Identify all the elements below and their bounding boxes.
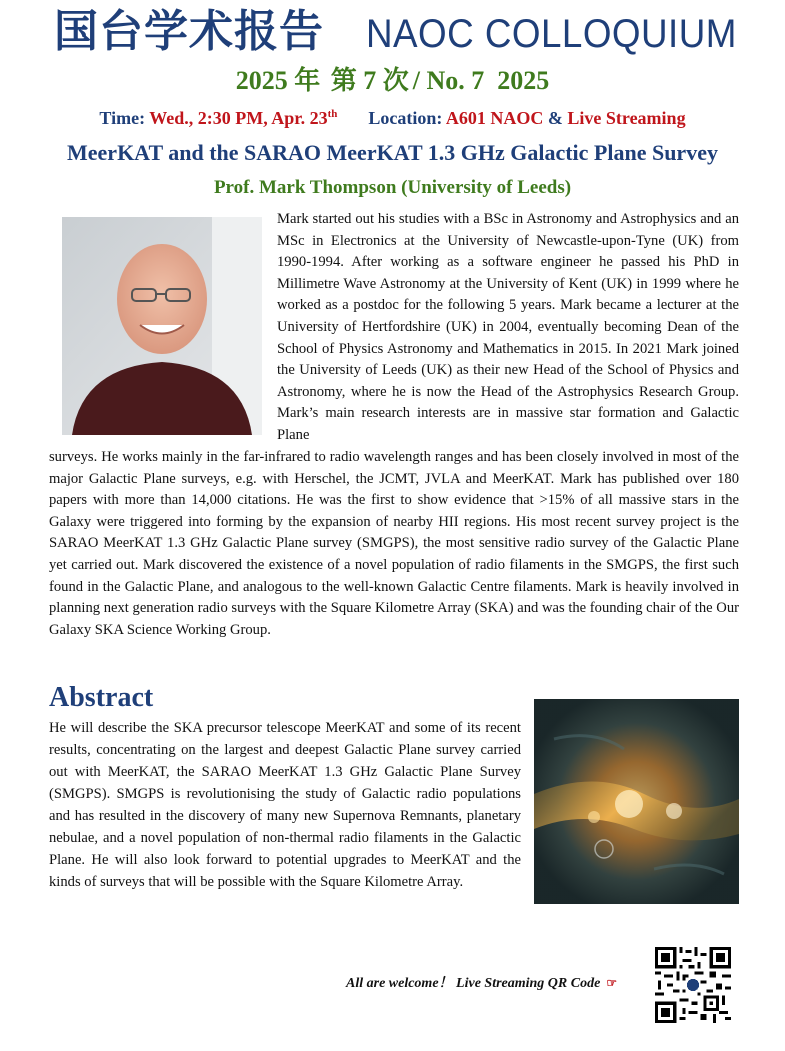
- location-value: A601 NAOC: [445, 108, 544, 128]
- bio-text-full-width: surveys. He works mainly in the far-infrared to radio wavelength ranges and has been closely involved in most of the major Galactic Plane surveys, e.g. with Herschel, the JCMT, JVLA and MeerKAT. Mark has published over 180 papers with more than 14,000 citations. He was the first to show evidence that >15% of all massive stars in the Galaxy were triggered into forming by the expansion of nearby HII regions. His most recent survey project is the SARAO MeerKAT 1.3 GHz Galactic Plane survey (SMGPS), the most sensitive radio survey of the Galactic Plane yet carried out. Mark discovered the existence of a novel population of radio filaments in the SMGPS, the first such found in the Galactic Plane, and analogous to the well-known Galactic Centre filaments. Mark is heavily involved in planning next generation radio surveys with the Square Kilometre Array (SKA) and was the founding chair of the Our Galaxy SKA Science Working Group.: [49, 449, 739, 638]
- time-ordinal-suffix: th: [327, 108, 338, 120]
- time-location-line: [0, 104, 785, 132]
- edition-separator: /: [412, 66, 420, 95]
- time-value: Wed., 2:30 PM, Apr. 23th: [149, 108, 338, 128]
- title-english: NAOC COLLOQUIUM: [366, 12, 737, 56]
- edition-number-en: No. 7: [426, 66, 485, 95]
- location-label: Location:: [368, 108, 443, 128]
- edition-line: [0, 62, 785, 100]
- pointing-hand-icon: ☞: [606, 976, 618, 990]
- location-live-streaming: Live Streaming: [567, 108, 686, 128]
- bio-text-beside-photo: Mark started out his studies with a BSc in Astronomy and Astrophysics and an MSc in Electronics at the University of Newcastle-upon-Tyne (UK) from 1990-1994. After working as a software engineer he passed his PhD in Millimetre Wave Astronomy at the University of Kent (UK) in 1999 where he worked as a postdoc for the following 5 years. Mark became a lecturer at the University of Hertfordshire (UK) in 2004, eventually becoming Dean of the School of Physics Astronomy and Mathematics in 2015. In 2021 Mark joined the University of Leeds (UK) as their new Head of the School of Physics and Astronomy, where he is now the Head of the Astrophysics Research Group. Mark’s main research interests are in massive star formation and Galactic Plane: [277, 211, 739, 443]
- talk-title: MeerKAT and the SARAO MeerKAT 1.3 GHz Galactic Plane Survey: [67, 140, 718, 165]
- title-chinese: 国台学术报告: [54, 6, 324, 57]
- live-streaming-qr-code[interactable]: [655, 947, 731, 1023]
- smgps-survey-image: [534, 699, 739, 904]
- abstract-heading: Abstract: [49, 682, 154, 713]
- edition-number-cn: 第 7 次: [330, 66, 409, 95]
- speaker-portrait-image: [62, 217, 262, 435]
- edition-year-prefix: 2025 年: [235, 66, 321, 95]
- edition-year-suffix: 2025: [497, 66, 550, 95]
- speaker-photo: [62, 217, 262, 435]
- qr-code-icon: [655, 947, 731, 1023]
- welcome-note: All are welcome！ Live Streaming QR Code ☞: [346, 976, 618, 991]
- location-ampersand: &: [547, 108, 563, 128]
- galactic-plane-image: [534, 699, 739, 904]
- time-label: Time:: [99, 108, 146, 128]
- speaker-name: Prof. Mark Thompson (University of Leeds): [213, 177, 572, 198]
- poster-header: [0, 0, 785, 62]
- abstract-text: He will describe the SKA precursor telescope MeerKAT and some of its recent results, concentrating on the largest and deepest Galactic Plane survey carried out with MeerKAT, the SARAO MeerKAT 1.3 GHz Galactic Plane Survey (SMGPS). SMGPS is revolutionising the study of Galactic radio populations and has resulted in the discovery of many new Supernova Remnants, planetary nebulae, and a novel population of non-thermal radio filaments in the Galactic Plane. He will also look forward to potential upgrades to MeerKAT and the kinds of surveys that will be possible with the Square Kilometre Array.: [49, 720, 521, 890]
